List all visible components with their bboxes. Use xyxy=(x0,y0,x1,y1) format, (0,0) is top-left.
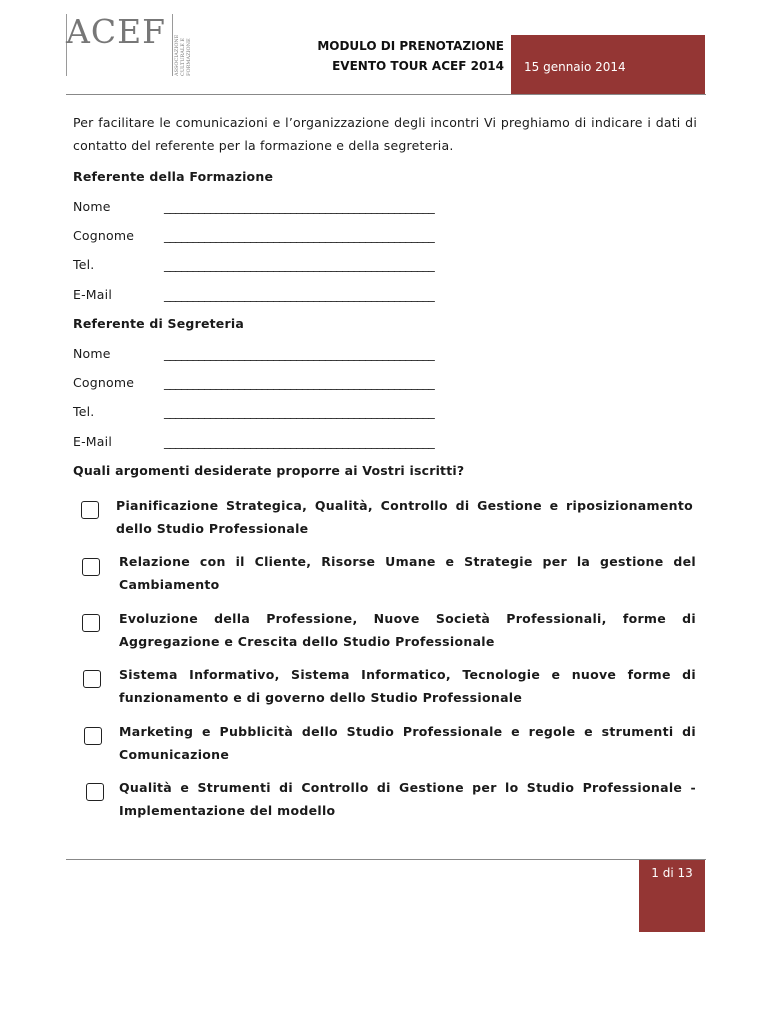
field-line-nome[interactable]: _______________________________________________ xyxy=(164,199,435,214)
field-label-email: E-Mail xyxy=(73,287,112,302)
field-line-tel[interactable]: _______________________________________________ xyxy=(164,404,435,419)
checkbox-option-3[interactable] xyxy=(82,614,100,632)
checkbox-option-5[interactable] xyxy=(84,727,102,745)
option-1-label: Pianificazione Strategica, Qualità, Controllo di Gestione e riposizionamento dello Studio Professionale xyxy=(116,498,693,536)
checkbox-option-2[interactable] xyxy=(82,558,100,576)
field-label-tel: Tel. xyxy=(73,257,95,272)
field-label-email: E-Mail xyxy=(73,434,112,449)
footer-rule xyxy=(66,859,706,860)
option-3-label: Evoluzione della Professione, Nuove Società Professionali, forme di Aggregazione e Crescita dello Studio Professionale xyxy=(119,611,696,649)
field-label-cognome: Cognome xyxy=(73,228,135,243)
logo-subtitle: ASSOCIAZIONE CULTURALE E FORMAZIONE xyxy=(174,34,192,76)
option-5-label: Marketing e Pubblicità dello Studio Professionale e regole e strumenti di Comunicazione xyxy=(119,724,696,762)
field-line-email[interactable]: _______________________________________________ xyxy=(164,287,435,302)
logo: ACEF xyxy=(66,12,167,51)
document-date: 15 gennaio 2014 xyxy=(524,60,626,74)
section-heading-formazione: Referente della Formazione xyxy=(73,169,274,184)
field-line-cognome[interactable]: _______________________________________________ xyxy=(164,228,435,243)
checkbox-option-1[interactable] xyxy=(81,501,99,519)
logo-divider xyxy=(172,14,173,76)
field-label-nome: Nome xyxy=(73,199,111,214)
field-line-email[interactable]: _______________________________________________ xyxy=(164,434,435,449)
field-line-cognome[interactable]: _______________________________________________ xyxy=(164,375,435,390)
header-rule xyxy=(66,94,706,95)
document-title-line2: EVENTO TOUR ACEF 2014 xyxy=(332,59,504,73)
document-title-line1: MODULO DI PRENOTAZIONE xyxy=(317,39,504,53)
field-label-nome: Nome xyxy=(73,346,111,361)
option-6-label: Qualità e Strumenti di Controllo di Gestione per lo Studio Professionale - Implementazione del modello xyxy=(119,780,696,818)
field-line-tel[interactable]: _______________________________________________ xyxy=(164,257,435,272)
option-2-label: Relazione con il Cliente, Risorse Umane e Strategie per la gestione del Cambiamento xyxy=(119,554,696,592)
field-label-tel: Tel. xyxy=(73,404,95,419)
field-label-cognome: Cognome xyxy=(73,375,135,390)
checkbox-option-4[interactable] xyxy=(83,670,101,688)
checkbox-option-6[interactable] xyxy=(86,783,104,801)
topics-question: Quali argomenti desiderate proporre ai Vostri iscritti? xyxy=(73,463,465,478)
document-title xyxy=(316,36,504,76)
section-heading-segreteria: Referente di Segreteria xyxy=(73,316,244,331)
field-line-nome[interactable]: _______________________________________________ xyxy=(164,346,435,361)
page-number: 1 di 13 xyxy=(651,866,693,880)
option-4-label: Sistema Informativo, Sistema Informatico, Tecnologie e nuove forme di funzionamento e di governo dello Studio Professionale xyxy=(119,667,696,705)
intro-paragraph: Per facilitare le comunicazioni e l’organizzazione degli incontri Vi preghiamo di indicare i dati di contatto del referente per la formazione e della segreteria. xyxy=(73,115,697,153)
